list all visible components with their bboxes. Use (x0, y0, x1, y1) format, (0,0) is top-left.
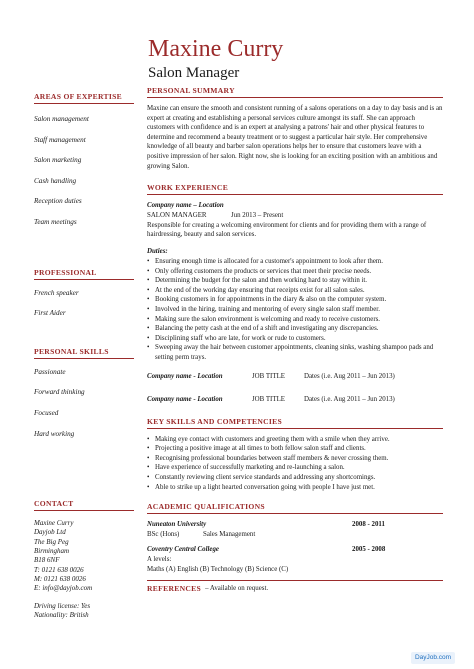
alevels-label: A levels: (147, 556, 172, 563)
duty-item: • Only offering customers the products or services that meet their precise needs. (147, 267, 443, 277)
university-name: Nuneaton University (147, 521, 207, 529)
skill-item: • Projecting a positive image at all times to both fellow salon staff and clients. (147, 444, 443, 454)
contact-line: M: 0121 638 0026 (34, 574, 86, 583)
company-location: Company name - Location (147, 396, 223, 404)
driving-license: Driving license: Yes (34, 601, 91, 610)
duties-list (147, 257, 443, 363)
college-name: Coventry Central College (147, 546, 219, 554)
job-title: JOB TITLE (252, 373, 285, 381)
company-location: Company name - Location (147, 373, 223, 381)
job-dates: Dates (i.e. Aug 2011 – Jun 2013) (304, 373, 395, 381)
key-skills-heading: KEY SKILLS AND COMPETENCIES (147, 417, 443, 429)
nationality: Nationality: British (34, 610, 89, 619)
education-row (147, 520, 443, 530)
duty-item: • Balancing the petty cash at the end of a shift and investigating any discrepancies. (147, 324, 443, 334)
personal-skill-item: Hard working (34, 429, 75, 438)
duty-item: • Determining the budget for the salon and then working hard to stay within it. (147, 276, 443, 286)
professional-item: French speaker (34, 288, 79, 297)
expertise-item: Salon marketing (34, 156, 82, 165)
contact-line: T: 0121 638 0026 (34, 565, 84, 574)
sidebar (34, 92, 134, 620)
expertise-item: Staff management (34, 135, 86, 144)
expertise-item: Reception duties (34, 197, 82, 206)
candidate-name: Maxine Curry (148, 36, 284, 62)
personal-skill-item: Forward thinking (34, 388, 85, 397)
duties-label: Duties: (147, 247, 168, 255)
duty-item: • Ensuring enough time is allocated for a customer's appointment to look after them. (147, 257, 443, 267)
resume-header (148, 36, 283, 82)
work-heading: WORK EXPERIENCE (147, 183, 443, 195)
job-row (147, 395, 443, 405)
references-row (147, 580, 443, 594)
contact-line: Birmingham (34, 547, 69, 556)
candidate-role: Salon Manager (148, 65, 240, 81)
skill-item: • Making eye contact with customers and greeting them with a smile when they arrive. (147, 435, 443, 445)
contact-line: B18 6NF (34, 556, 60, 565)
education-row (147, 545, 443, 555)
alevels-grades: Maths (A) English (B) Technology (B) Science (C) (147, 565, 289, 573)
degree-subject: Sales Management (203, 530, 256, 538)
contact-heading: CONTACT (34, 499, 134, 511)
dayjob-logo[interactable]: DayJob.com (411, 652, 455, 664)
contact-line: Maxine Curry (34, 519, 74, 528)
contact-line: Dayjob Ltd (34, 528, 66, 537)
main-content (147, 86, 443, 594)
duty-item: • Involved in the hiring, training and mentoring of every single salon staff member. (147, 305, 443, 315)
education-heading: ACADEMIC QUALIFICATIONS (147, 502, 443, 514)
job-title: SALON MANAGER (147, 212, 207, 220)
duty-item: • Sweeping away the hair between customer appointments, cleaning sinks, washing shampoo pads and setting perm trays. (147, 343, 443, 362)
skill-item: • Have experience of successfully marketing and re-launching a salon. (147, 463, 443, 473)
college-dates: 2005 - 2008 (352, 546, 386, 554)
job-dates: Dates (i.e. Aug 2011 – Jun 2013) (304, 396, 395, 404)
personal-skill-item: Passionate (34, 367, 66, 376)
duty-item: • At the end of the working day ensuring that receipts exist for all salon sales. (147, 286, 443, 296)
job-row (147, 211, 443, 221)
summary-heading: PERSONAL SUMMARY (147, 86, 443, 98)
degree: BSc (Hons) (147, 530, 180, 538)
job-description: Responsible for creating a welcoming environment for clients and for providing them with a range of hairdressing, beauty and salon services. (147, 221, 427, 239)
personal-skill-item: Focused (34, 408, 59, 417)
duty-item: • Booking customers in for appointments in the diary & also on the computer system. (147, 295, 443, 305)
expertise-heading: AREAS OF EXPERTISE (34, 92, 134, 104)
duty-item: • Making sure the salon environment is welcoming and ready to receive customers. (147, 315, 443, 325)
university-dates: 2008 - 2011 (352, 521, 385, 529)
expertise-item: Cash handling (34, 176, 77, 185)
professional-item: First Aider (34, 309, 66, 318)
skill-item: • Recognising professional boundaries between staff members & never crossing them. (147, 454, 443, 464)
expertise-item: Salon management (34, 115, 89, 123)
references-heading: REFERENCES (147, 584, 202, 594)
contact-line: The Big Peg (34, 537, 69, 546)
company-location: Company name – Location (147, 202, 224, 210)
professional-heading: PROFESSIONAL (34, 268, 134, 280)
job-title: JOB TITLE (252, 396, 285, 404)
summary-text: Maxine can ensure the smooth and consistent running of a salons operations on a day to day basis and is an expert at creating and establishing a personal services culture amongst its staff. She can approach customers with confidence and is an expert at analysing a patrons' hair and other physical features to determine and recommend a beauty treatment or to suggest a particular hair style. Her comprehensive knowledge of all beauty and barber salon operations helps her to ensure that customers leave with a positive impression of her salon. Right now, she is looking for an exciting position with an ambitious and growing Salon. (147, 105, 443, 170)
personal-skills-heading: PERSONAL SKILLS (34, 347, 134, 359)
degree-row (147, 530, 443, 540)
key-skills-list (147, 435, 443, 493)
job-row (147, 372, 443, 382)
expertise-item: Team meetings (34, 217, 77, 226)
skill-item: • Able to strike up a light hearted conversation going with people I have just met. (147, 483, 443, 493)
duty-item: • Disciplining staff who are late, for work or rude to customers. (147, 334, 443, 344)
job-dates: Jun 2013 – Present (231, 212, 284, 220)
skill-item: • Constantly reviewing client service standards and addressing any shortcomings. (147, 473, 443, 483)
contact-email[interactable]: E: info@dayjob.com (34, 584, 93, 593)
references-text: – Available on request. (205, 585, 269, 593)
